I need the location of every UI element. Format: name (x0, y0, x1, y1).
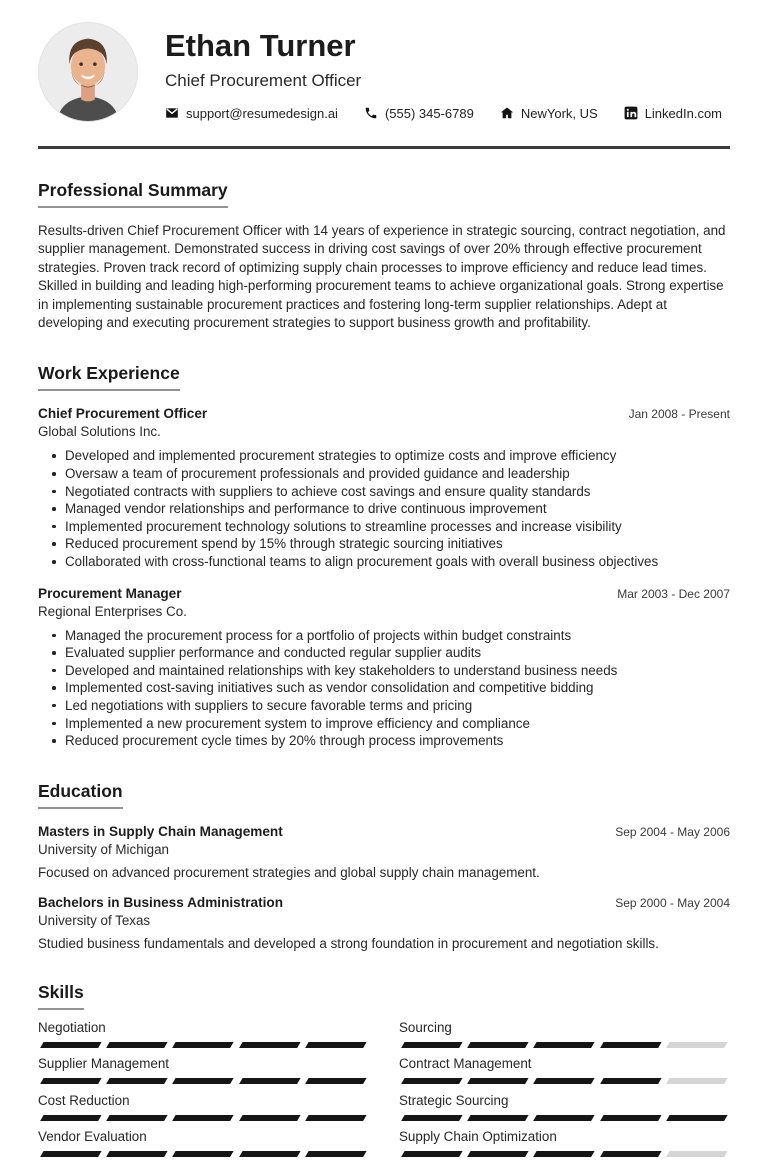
linkedin-text: LinkedIn.com (644, 105, 723, 121)
bullet-item: Collaborated with cross-functional teams to align procurement goals with overall business objectives (65, 553, 730, 571)
skill-bar-segment (173, 1042, 234, 1048)
skill-level-bar (38, 1078, 369, 1084)
skill-item (38, 1020, 369, 1048)
skill-bar-segment (534, 1042, 595, 1048)
linkedin-icon (624, 106, 638, 120)
skill-name: Cost Reduction (38, 1092, 130, 1108)
skill-bar-segment (107, 1078, 168, 1084)
skill-bar-segment (600, 1151, 661, 1157)
header-divider (38, 146, 730, 149)
email-contact (165, 106, 338, 121)
education-heading: Education (38, 781, 123, 809)
skill-item (399, 1020, 730, 1048)
bullet-item: Reduced procurement cycle times by 20% through process improvements (65, 732, 730, 750)
skill-bar-segment (239, 1042, 300, 1048)
skill-name: Negotiation (38, 1019, 106, 1035)
job-bullet-list (38, 447, 730, 570)
work-heading: Work Experience (38, 363, 180, 391)
skill-bar-segment (468, 1115, 529, 1121)
bullet-item: Implemented a new procurement system to improve efficiency and compliance (65, 715, 730, 733)
education-header (38, 895, 730, 910)
bullet-item: Implemented cost-saving initiatives such as vendor consolidation and competitive bidding (65, 679, 730, 697)
skill-level-bar (38, 1042, 369, 1048)
skill-bar-segment (401, 1078, 462, 1084)
job-dates: Mar 2003 - Dec 2007 (617, 586, 730, 601)
skill-bar-segment (173, 1151, 234, 1157)
phone-icon (364, 106, 378, 120)
bullet-item: Developed and maintained relationships with key stakeholders to understand business needs (65, 662, 730, 680)
summary-heading: Professional Summary (38, 180, 228, 208)
skill-bar-segment (305, 1151, 366, 1157)
candidate-title: Chief Procurement Officer (165, 70, 362, 90)
skill-bar-segment (401, 1151, 462, 1157)
education-description: Focused on advanced procurement strategies and global supply chain management. (38, 864, 540, 880)
education-dates: Sep 2000 - May 2004 (615, 895, 730, 910)
skill-item (399, 1056, 730, 1084)
skill-bar-segment (468, 1151, 529, 1157)
skill-bar-segment (239, 1078, 300, 1084)
skill-name: Vendor Evaluation (38, 1129, 147, 1145)
school-name: University of Texas (38, 912, 151, 928)
job-entry (38, 406, 730, 570)
skill-bar-segment (600, 1042, 661, 1048)
bullet-item: Developed and implemented procurement strategies to optimize costs and improve efficiency (65, 447, 730, 465)
email-text: support@resumedesign.ai (186, 105, 338, 121)
skills-grid (38, 1020, 730, 1166)
job-header (38, 586, 730, 601)
skill-bar-segment (107, 1115, 168, 1121)
skill-item (399, 1129, 730, 1157)
skill-name: Supply Chain Optimization (399, 1129, 557, 1145)
bullet-item: Managed the procurement process for a portfolio of projects within budget constraints (65, 627, 730, 645)
skills-heading: Skills (38, 982, 84, 1010)
skill-level-bar (399, 1115, 730, 1121)
skill-bar-segment (401, 1115, 462, 1121)
skill-bar-segment (666, 1151, 727, 1157)
skill-bar-segment (468, 1042, 529, 1048)
location-contact (500, 106, 598, 121)
skill-name: Contract Management (399, 1056, 532, 1072)
job-dates: Jan 2008 - Present (628, 407, 730, 422)
skill-level-bar (399, 1078, 730, 1084)
education-header (38, 824, 730, 839)
candidate-name: Ethan Turner (165, 28, 356, 63)
skill-item (399, 1093, 730, 1121)
job-company: Global Solutions Inc. (38, 424, 161, 440)
skill-bar-segment (468, 1078, 529, 1084)
skill-level-bar (38, 1115, 369, 1121)
skill-bar-segment (239, 1115, 300, 1121)
degree-title: Masters in Supply Chain Management (38, 823, 283, 839)
skill-item (38, 1129, 369, 1157)
linkedin-contact (624, 106, 722, 121)
section-professional-summary (38, 180, 730, 332)
skill-bar-segment (401, 1042, 462, 1048)
skill-bar-segment (666, 1078, 727, 1084)
envelope-icon (165, 106, 179, 120)
skill-level-bar (399, 1042, 730, 1048)
skill-bar-segment (107, 1151, 168, 1157)
education-dates: Sep 2004 - May 2006 (615, 824, 730, 839)
section-skills (38, 982, 730, 1166)
job-title: Chief Procurement Officer (38, 406, 208, 422)
phone-contact (364, 106, 474, 121)
skill-bar-segment (534, 1078, 595, 1084)
skill-bar-segment (666, 1042, 727, 1048)
skill-bar-segment (666, 1115, 727, 1121)
skill-item (38, 1056, 369, 1084)
skill-level-bar (38, 1151, 369, 1157)
resume-header (38, 22, 730, 122)
bullet-item: Implemented procurement technology solutions to streamline processes and increase visibility (65, 518, 730, 536)
skill-bar-segment (534, 1115, 595, 1121)
home-icon (500, 106, 514, 120)
section-education (38, 781, 730, 951)
education-entry (38, 895, 730, 951)
bullet-item: Managed vendor relationships and performance to drive continuous improvement (65, 500, 730, 518)
header-info (165, 22, 722, 121)
skill-level-bar (399, 1151, 730, 1157)
job-title: Procurement Manager (38, 585, 182, 601)
education-description: Studied business fundamentals and developed a strong foundation in procurement and negotiation skills. (38, 935, 659, 951)
skill-bar-segment (173, 1078, 234, 1084)
education-entry (38, 824, 730, 880)
skill-bar-segment (305, 1078, 366, 1084)
skill-bar-segment (40, 1042, 101, 1048)
contact-row (165, 106, 722, 121)
skills-column-left (38, 1020, 369, 1166)
bullet-item: Evaluated supplier performance and conducted regular supplier audits (65, 644, 730, 662)
skill-bar-segment (40, 1115, 101, 1121)
skill-item (38, 1093, 369, 1121)
skill-name: Strategic Sourcing (399, 1092, 509, 1108)
bullet-item: Negotiated contracts with suppliers to achieve cost savings and ensure quality standards (65, 483, 730, 501)
phone-text: (555) 345-6789 (384, 105, 474, 121)
skill-bar-segment (600, 1115, 661, 1121)
job-company: Regional Enterprises Co. (38, 603, 187, 619)
job-header (38, 406, 730, 421)
skill-bar-segment (40, 1078, 101, 1084)
degree-title: Bachelors in Business Administration (38, 894, 283, 910)
skill-name: Sourcing (399, 1019, 452, 1035)
skill-bar-segment (40, 1151, 101, 1157)
skill-bar-segment (534, 1151, 595, 1157)
job-entry (38, 586, 730, 750)
skill-bar-segment (600, 1078, 661, 1084)
location-text: NewYork, US (520, 105, 598, 121)
bullet-item: Oversaw a team of procurement professionals and provided guidance and leadership (65, 465, 730, 483)
bullet-item: Reduced procurement spend by 15% through strategic sourcing initiatives (65, 535, 730, 553)
section-work-experience (38, 363, 730, 749)
skill-bar-segment (239, 1151, 300, 1157)
skill-bar-segment (305, 1042, 366, 1048)
profile-photo-illustration (39, 23, 137, 121)
summary-text: Results-driven Chief Procurement Officer with 14 years of experience in strategic sourcing, contract negotiation, and supplier management. Demonstrated success in driving cost savings of over 20% through effective procurement strategies. Proven track record of optimizing supply chain processes to improve efficiency and reduce lead times. Skilled in building and leading high-performing procurement teams to achieve organizational goals. Strong expertise in implementing sustainable procurement practices and fostering long-term supplier relationships. Adept at developing and executing procurement strategies to support business growth and profitability. (38, 223, 726, 331)
bullet-item: Led negotiations with suppliers to secure favorable terms and pricing (65, 697, 730, 715)
job-bullet-list (38, 627, 730, 750)
profile-photo (38, 22, 138, 122)
school-name: University of Michigan (38, 841, 169, 857)
skill-bar-segment (173, 1115, 234, 1121)
skills-column-right (399, 1020, 730, 1166)
skill-bar-segment (107, 1042, 168, 1048)
skill-name: Supplier Management (38, 1056, 170, 1072)
skill-bar-segment (305, 1115, 366, 1121)
